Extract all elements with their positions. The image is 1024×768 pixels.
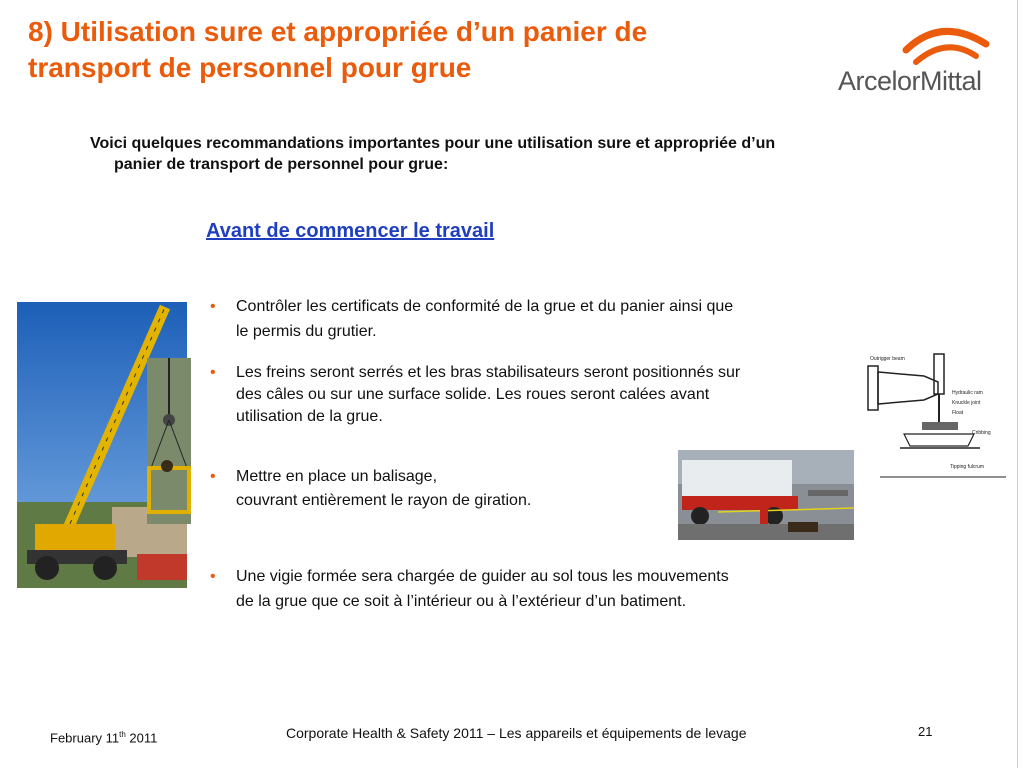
bullet-item: • Les freins seront serrés et les bras stabilisateurs seront positionnés sur des câles ou sur une surface solide. Les roues seront calées avant utilisation de la grue. [210,364,741,425]
bullet-item: • Contrôler les certificats de conformité de la grue et du panier ainsi que le permis du grutier. [210,298,734,340]
diagram-label: Hydraulic ram [952,390,983,396]
footer-date: February 11th 2011 [50,730,158,746]
slide-title: 8) Utilisation sure et appropriée d’un panier de transport de personnel pour grue [28,16,648,83]
diagram-label: Float [952,410,964,416]
diagram-label: Cribbing [972,430,991,436]
bullet-dot: • [210,364,216,381]
intro-text: Voici quelques recommandations importantes pour une utilisation sure et appropriée d’un panier de transport de personnel pour grue: [90,135,776,173]
page-number: 21 [918,724,933,739]
diagram-label: Outrigger beam [870,356,905,362]
basket-photo [147,358,191,524]
diagram-label: Knuckle joint [952,400,981,406]
outrigger-diagram [864,342,1014,478]
barrier-photo [678,450,854,540]
footer-title: Corporate Health & Safety 2011 – Les appareils et équipements de levage [286,725,747,741]
bullet-item: • Mettre en place un balisage, couvrant entièrement le rayon de giration. [210,468,532,509]
slide-border [1017,0,1018,768]
diagram-label: Tipping fulcrum [950,464,984,470]
bullet-dot: • [210,468,216,485]
section-subtitle: Avant de commencer le travail [206,220,495,242]
bullet-dot: • [210,568,216,585]
bullet-item: • Une vigie formée sera chargée de guider au sol tous les mouvements de la grue que ce soit à l’intérieur ou à l’extérieur d’un batiment. [210,568,729,610]
logo-wordmark: ArcelorMittal [838,66,982,96]
bullet-dot: • [210,298,216,315]
